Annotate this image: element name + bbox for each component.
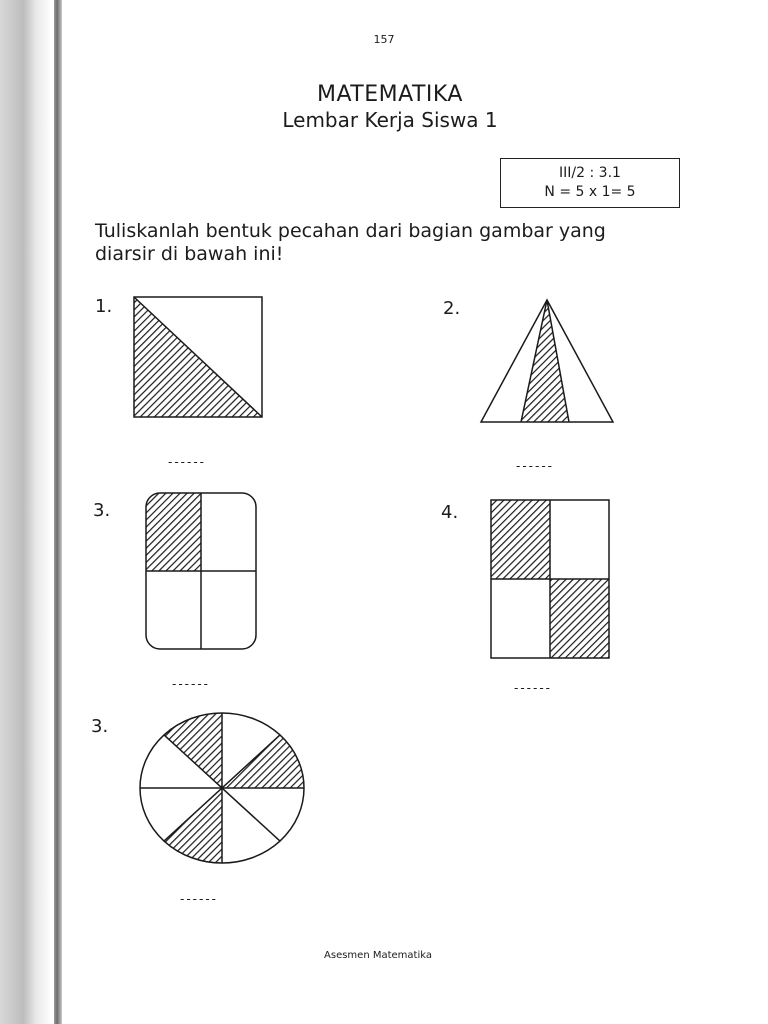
competency-code: III/2 : 3.1 bbox=[559, 165, 621, 181]
question-1-answer-blank[interactable]: ------ bbox=[168, 455, 206, 469]
shaded-slice-right bbox=[222, 735, 304, 788]
question-3-number: 3. bbox=[93, 500, 111, 521]
shaded-top-left bbox=[491, 500, 550, 579]
shaded-bottom-right bbox=[550, 579, 609, 658]
instruction-text bbox=[95, 220, 655, 266]
competency-code-box bbox=[500, 158, 680, 208]
score-formula: N = 5 x 1= 5 bbox=[544, 184, 636, 200]
instruction-line-1: Tuliskanlah bentuk pecahan dari bagian gambar yang bbox=[95, 220, 606, 242]
scan-shadow bbox=[0, 0, 52, 1024]
question-1-number: 1. bbox=[95, 296, 113, 317]
question-4-number: 4. bbox=[441, 502, 459, 523]
page-subtitle: Lembar Kerja Siswa 1 bbox=[282, 108, 498, 132]
figure-circle-eighths bbox=[139, 712, 305, 864]
page-title: MATEMATIKA bbox=[316, 82, 463, 107]
figure-square-diagonal bbox=[133, 296, 263, 418]
question-3-answer-blank[interactable]: ------ bbox=[172, 677, 210, 691]
page-footer: Asesmen Matematika bbox=[324, 950, 432, 961]
shaded-middle-triangle bbox=[521, 300, 569, 422]
page-number: 157 bbox=[373, 33, 395, 46]
figure-triangle-split bbox=[480, 298, 614, 424]
figure-rect-quarters bbox=[490, 499, 610, 659]
question-4-answer-blank[interactable]: ------ bbox=[514, 681, 552, 695]
scan-binding-line bbox=[54, 0, 62, 1024]
figure-rounded-rect-quarters bbox=[145, 492, 257, 650]
question-5-number: 3. bbox=[91, 716, 109, 737]
question-2-number: 2. bbox=[443, 298, 461, 319]
question-2-answer-blank[interactable]: ------ bbox=[516, 459, 554, 473]
question-5-answer-blank[interactable]: ------ bbox=[180, 892, 218, 906]
instruction-line-2: diarsir di bawah ini! bbox=[95, 243, 284, 265]
shaded-slice-bottom bbox=[164, 788, 222, 863]
shaded-quarter bbox=[146, 493, 201, 571]
shaded-slice-top bbox=[164, 713, 222, 788]
